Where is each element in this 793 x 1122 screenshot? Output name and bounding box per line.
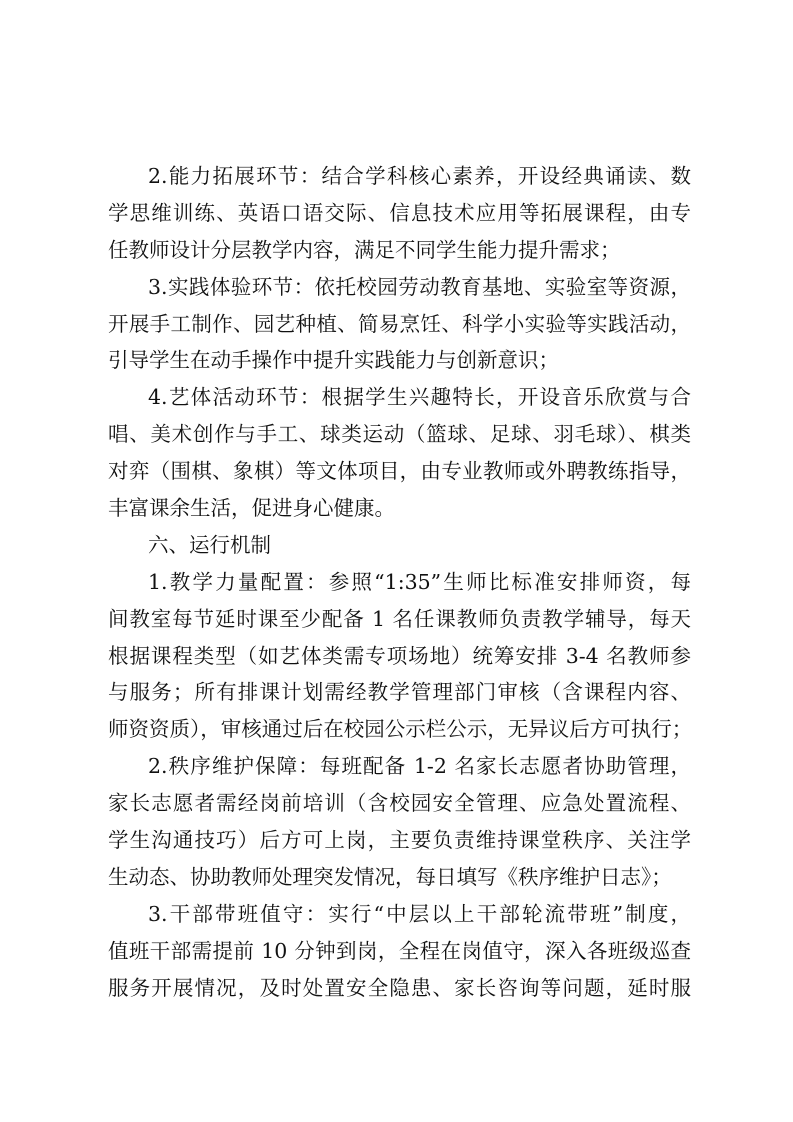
text-line: 丰富课余生活，促进身心健康。 (108, 496, 395, 521)
text-line: 3.干部带班值守：实行“中层以上干部轮流带班”制度， (148, 901, 691, 926)
text-line: 2.秩序维护保障：每班配备 1-2 名家长志愿者协助管理， (148, 754, 691, 779)
paragraph (108, 379, 691, 527)
text-line: 间教室每节延时课至少配备 1 名任课教师负责教学辅导，每天 (108, 606, 691, 631)
text-line: 引导学生在动手操作中提升实践能力与创新意识； (108, 348, 559, 373)
paragraph (108, 158, 691, 269)
text-line: 服务开展情况，及时处置安全隐患、家长咨询等问题，延时服 (108, 975, 691, 1000)
text-line: 值班干部需提前 10 分钟到岗，全程在岗值守，深入各班级巡查 (108, 938, 691, 963)
text-line: 对弈（围棋、象棋）等文体项目，由专业教师或外聘教练指导， (108, 459, 691, 484)
text-line: 唱、美术创作与手工、球类运动（篮球、足球、羽毛球）、棋类 (108, 422, 691, 447)
text-line: 学生沟通技巧）后方可上岗，主要负责维持课堂秩序、关注学 (108, 828, 691, 853)
text-line: 六、运行机制 (148, 532, 271, 557)
paragraph (108, 896, 691, 1007)
text-line: 家长志愿者需经岗前培训（含校园安全管理、应急处置流程、 (108, 791, 691, 816)
text-line: 与服务；所有排课计划需经教学管理部门审核（含课程内容、 (108, 680, 691, 705)
text-line: 4.艺体活动环节：根据学生兴趣特长，开设音乐欣赏与合 (148, 385, 691, 410)
paragraph (108, 564, 691, 748)
text-line: 任教师设计分层教学内容，满足不同学生能力提升需求； (108, 237, 621, 262)
text-line: 开展手工制作、园艺种植、简易烹饪、科学小实验等实践活动， (108, 311, 691, 336)
document-body (108, 158, 691, 1006)
text-line: 学思维训练、英语口语交际、信息技术应用等拓展课程，由专 (108, 200, 691, 225)
text-line: 1.教学力量配置：参照“1:35”生师比标准安排师资，每 (148, 569, 691, 594)
section-heading (108, 527, 691, 564)
paragraph (108, 748, 691, 896)
text-line: 根据课程类型（如艺体类需专项场地）统筹安排 3-4 名教师参 (108, 643, 691, 668)
text-line: 师资资质），审核通过后在校园公示栏公示，无异议后方可执行； (108, 717, 693, 742)
text-line: 2.能力拓展环节：结合学科核心素养，开设经典诵读、数 (148, 164, 691, 188)
paragraph (108, 269, 691, 380)
text-line: 3.实践体验环节：依托校园劳动教育基地、实验室等资源， (148, 274, 691, 299)
text-line: 生动态、协助教师处理突发情况，每日填写《秩序维护日志》； (108, 864, 672, 889)
